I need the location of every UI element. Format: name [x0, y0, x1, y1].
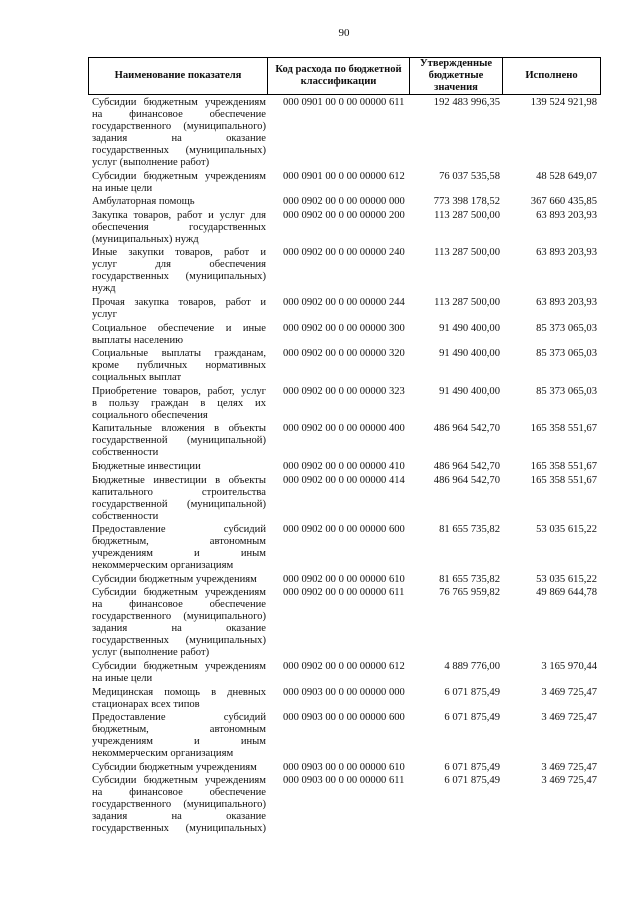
- row-name-line: бюджетным, автономным: [92, 724, 266, 736]
- row-name-line: (муниципальных) нужд: [92, 233, 199, 245]
- table-row: [88, 247, 601, 297]
- row-executed: 3 469 725,47: [541, 686, 597, 698]
- row-name: [88, 171, 268, 195]
- row-approved: 91 490 400,00: [439, 348, 500, 360]
- row-name-line: Субсидии бюджетным учреждениям: [92, 573, 257, 585]
- row-name-line: некоммерческим организациям: [92, 748, 234, 760]
- header-executed: Исполнено: [525, 70, 578, 81]
- header-approved: Утвержденные бюджетные значения: [410, 58, 503, 94]
- row-name: [88, 587, 268, 659]
- table-row: [88, 386, 601, 424]
- row-name-line: Иные закупки товаров, работ и: [92, 247, 266, 259]
- row-executed: 85 373 065,03: [536, 322, 597, 334]
- row-name-line: Капитальные вложения в объекты: [92, 423, 266, 435]
- row-code: 000 0903 00 0 00 00000 610: [283, 761, 405, 773]
- row-name: [88, 461, 268, 473]
- row-approved: 486 964 542,70: [433, 460, 500, 472]
- row-name: [88, 210, 268, 246]
- row-name-line: Субсидии бюджетным учреждениям: [92, 775, 266, 787]
- row-code: 000 0902 00 0 00 00000 600: [283, 524, 405, 536]
- row-name-line: стационарах всех типов: [92, 698, 200, 710]
- row-name: [88, 475, 268, 523]
- row-code: 000 0902 00 0 00 00000 200: [283, 209, 405, 221]
- row-name-line: Социальное обеспечение и иные: [92, 322, 266, 334]
- row-name: [88, 687, 268, 711]
- row-name-line: бюджетным, автономным: [92, 536, 266, 548]
- row-executed: 49 869 644,78: [536, 587, 597, 599]
- table-row: [88, 574, 601, 588]
- row-executed: 63 893 203,93: [536, 247, 597, 259]
- row-code: 000 0901 00 0 00 00000 611: [283, 97, 405, 108]
- row-name: [88, 712, 268, 760]
- row-approved: 486 964 542,70: [433, 423, 500, 435]
- row-name: [88, 762, 268, 774]
- row-name-line: Субсидии бюджетным учреждениям: [92, 97, 266, 108]
- row-approved: 6 071 875,49: [444, 761, 500, 773]
- table-row: [88, 712, 601, 762]
- row-name: [88, 323, 268, 347]
- row-executed: 165 358 551,67: [530, 460, 597, 472]
- table-row: [88, 323, 601, 349]
- row-approved: 81 655 735,82: [439, 524, 500, 536]
- row-executed: 139 524 921,98: [530, 97, 597, 108]
- row-name-line: задания на оказание: [92, 623, 266, 635]
- row-name-line: социальных выплат: [92, 372, 182, 384]
- row-name-line: на финансовое обеспечение: [92, 599, 266, 611]
- row-code: 000 0902 00 0 00 00000 611: [283, 587, 405, 599]
- row-code: 000 0902 00 0 00 00000 300: [283, 322, 405, 334]
- row-name-line: Амбулаторная помощь: [92, 196, 195, 208]
- row-name-line: Субсидии бюджетным учреждениям: [92, 761, 257, 773]
- row-name-line: Бюджетные инвестиции: [92, 460, 201, 472]
- row-code: 000 0902 00 0 00 00000 610: [283, 573, 405, 585]
- row-code: 000 0902 00 0 00 00000 400: [283, 423, 405, 435]
- row-name-line: Субсидии бюджетным учреждениям: [92, 660, 266, 672]
- row-name-line: выплаты населению: [92, 334, 184, 346]
- row-code: 000 0902 00 0 00 00000 612: [283, 660, 405, 672]
- row-approved: 773 398 178,52: [433, 196, 500, 208]
- table-row: [88, 461, 601, 475]
- row-approved: 76 765 959,82: [439, 587, 500, 599]
- row-executed: 48 528 649,07: [536, 170, 597, 182]
- row-name-line: собственности: [92, 447, 159, 459]
- row-name-line: государственных (муниципальных): [92, 823, 266, 835]
- table-row: [88, 524, 601, 574]
- row-approved: 81 655 735,82: [439, 573, 500, 585]
- row-name-line: Субсидии бюджетным учреждениям: [92, 587, 266, 599]
- row-name-line: государственного (муниципального): [92, 611, 266, 623]
- row-name-line: на иные цели: [92, 182, 153, 194]
- row-approved: 6 071 875,49: [444, 775, 500, 787]
- row-name-line: на иные цели: [92, 672, 153, 684]
- table-row: [88, 348, 601, 386]
- table-row: [88, 762, 601, 776]
- row-executed: 3 469 725,47: [541, 712, 597, 724]
- row-approved: 113 287 500,00: [434, 296, 500, 308]
- header-name: Наименование показателя: [89, 58, 268, 94]
- row-approved: 6 071 875,49: [444, 686, 500, 698]
- table-row: [88, 587, 601, 661]
- row-name-line: на финансовое обеспечение: [92, 787, 266, 799]
- row-code: 000 0902 00 0 00 00000 240: [283, 247, 405, 259]
- row-name-line: учреждениям и иным: [92, 736, 266, 748]
- row-executed: 53 035 615,22: [536, 524, 597, 536]
- row-code: 000 0902 00 0 00 00000 323: [283, 385, 405, 397]
- row-executed: 63 893 203,93: [536, 209, 597, 221]
- row-approved: 192 483 996,35: [433, 97, 500, 108]
- row-name-line: Приобретение товаров, работ, услуг: [92, 385, 266, 397]
- row-executed: 3 469 725,47: [541, 775, 597, 787]
- row-name-line: Бюджетные инвестиции в объекты: [92, 474, 266, 486]
- row-name: [88, 196, 268, 208]
- row-name-line: государственного (муниципального): [92, 121, 266, 132]
- table-row: [88, 423, 601, 461]
- row-name-line: в пользу граждан в целях их: [92, 397, 266, 409]
- row-approved: 486 964 542,70: [433, 474, 500, 486]
- row-executed: 85 373 065,03: [536, 385, 597, 397]
- row-code: 000 0901 00 0 00 00000 612: [283, 170, 405, 182]
- row-name: [88, 661, 268, 685]
- table-row: [88, 661, 601, 687]
- row-approved: 6 071 875,49: [444, 712, 500, 724]
- row-name-line: услуг: [92, 308, 117, 320]
- row-approved: 76 037 535,58: [439, 170, 500, 182]
- row-name: [88, 423, 268, 459]
- table-row: [88, 196, 601, 210]
- row-name-line: государственного (муниципального): [92, 799, 266, 811]
- row-code: 000 0902 00 0 00 00000 410: [283, 460, 405, 472]
- row-code: 000 0903 00 0 00 00000 000: [283, 686, 405, 698]
- table-body: [88, 97, 601, 837]
- row-name-line: учреждениям и иным: [92, 548, 266, 560]
- row-name-line: Социальные выплаты гражданам,: [92, 348, 266, 360]
- table-row: [88, 687, 601, 713]
- row-executed: 165 358 551,67: [530, 474, 597, 486]
- row-name-line: Закупка товаров, работ и услуг для: [92, 209, 266, 221]
- row-name-line: государственных (муниципальных): [92, 271, 266, 283]
- row-approved: 4 889 776,00: [444, 660, 500, 672]
- row-code: 000 0902 00 0 00 00000 244: [283, 296, 405, 308]
- row-name-line: социального обеспечения: [92, 409, 208, 421]
- table-row: [88, 97, 601, 171]
- row-name-line: государственных (муниципальных): [92, 635, 266, 647]
- row-name-line: услуг (выполнение работ): [92, 647, 210, 659]
- row-name: [88, 775, 268, 835]
- row-name: [88, 574, 268, 586]
- table-row: [88, 171, 601, 197]
- row-name-line: собственности: [92, 510, 159, 522]
- table-row: [88, 210, 601, 248]
- row-name-line: задания на оказание: [92, 133, 266, 144]
- header-code: Код расхода по бюджетной классификации: [268, 58, 410, 94]
- row-name: [88, 297, 268, 321]
- row-executed: 63 893 203,93: [536, 296, 597, 308]
- row-approved: 91 490 400,00: [439, 385, 500, 397]
- row-name-line: капитального строительства: [92, 486, 266, 498]
- row-name-line: услуг (выполнение работ): [92, 157, 210, 168]
- row-name: [88, 386, 268, 422]
- row-executed: 53 035 615,22: [536, 573, 597, 585]
- row-name: [88, 97, 268, 169]
- row-name-line: государственной (муниципальной): [92, 498, 266, 510]
- row-code: 000 0902 00 0 00 00000 414: [283, 474, 405, 486]
- row-name: [88, 524, 268, 572]
- row-name-line: услуг для обеспечения: [92, 259, 266, 271]
- table-row: [88, 775, 601, 837]
- row-name-line: нужд: [92, 283, 116, 295]
- row-executed: 3 165 970,44: [541, 660, 597, 672]
- row-name-line: Медицинская помощь в дневных: [92, 686, 266, 698]
- row-name-line: государственной (муниципальной): [92, 435, 266, 447]
- row-name-line: обеспечения государственных: [92, 221, 266, 233]
- row-executed: 165 358 551,67: [530, 423, 597, 435]
- row-name-line: Прочая закупка товаров, работ и: [92, 296, 266, 308]
- row-code: 000 0902 00 0 00 00000 000: [283, 196, 405, 208]
- row-name-line: на финансовое обеспечение: [92, 109, 266, 120]
- row-approved: 113 287 500,00: [434, 247, 500, 259]
- row-approved: 113 287 500,00: [434, 209, 500, 221]
- row-code: 000 0903 00 0 00 00000 600: [283, 712, 405, 724]
- row-name-line: задания на оказание: [92, 811, 266, 823]
- row-executed: 85 373 065,03: [536, 348, 597, 360]
- row-code: 000 0902 00 0 00 00000 320: [283, 348, 405, 360]
- row-approved: 91 490 400,00: [439, 322, 500, 334]
- row-code: 000 0903 00 0 00 00000 611: [283, 775, 405, 787]
- page-number: 90: [338, 27, 350, 39]
- row-executed: 367 660 435,85: [530, 196, 597, 208]
- row-name: [88, 247, 268, 295]
- row-name: [88, 348, 268, 384]
- row-name-line: Предоставление субсидий: [92, 712, 266, 724]
- row-name-line: некоммерческим организациям: [92, 560, 234, 572]
- row-executed: 3 469 725,47: [541, 761, 597, 773]
- row-name-line: Субсидии бюджетным учреждениям: [92, 170, 266, 182]
- row-name-line: Предоставление субсидий: [92, 524, 266, 536]
- table-row: [88, 297, 601, 323]
- row-name-line: государственных (муниципальных): [92, 145, 266, 156]
- row-name-line: кроме публичных нормативных: [92, 360, 266, 372]
- table-header: [88, 57, 601, 95]
- table-row: [88, 475, 601, 525]
